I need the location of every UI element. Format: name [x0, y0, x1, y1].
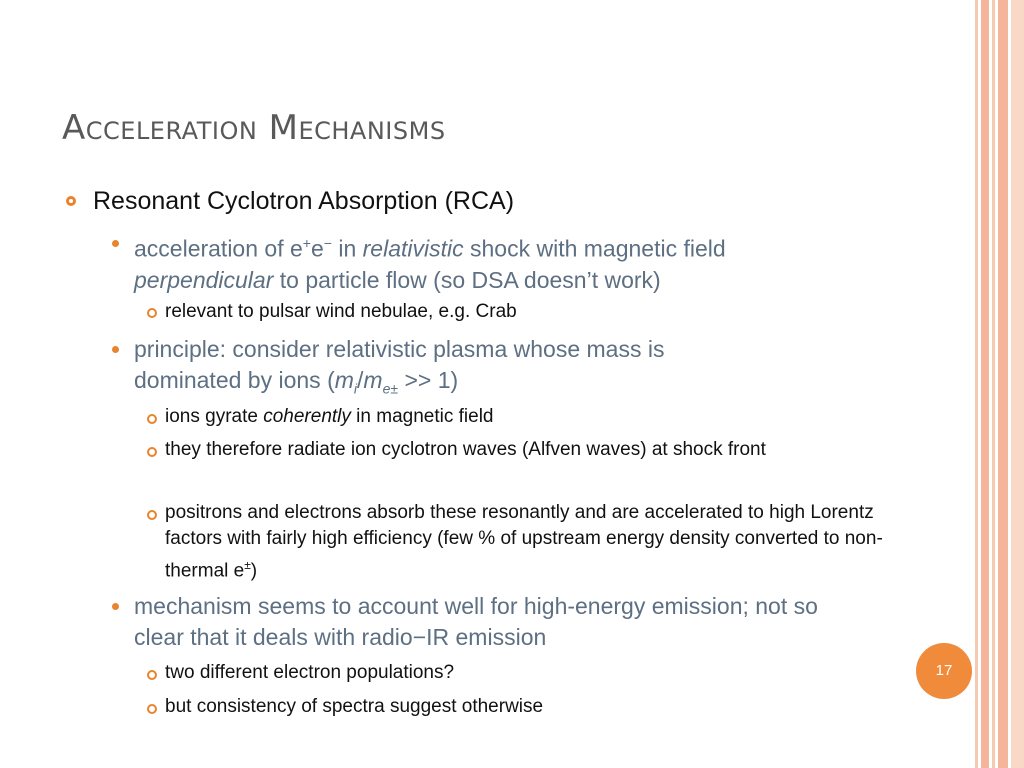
decor-stripe	[998, 0, 1008, 768]
ring-bullet-icon	[147, 308, 157, 318]
page-number-badge: 17	[916, 643, 972, 699]
dot-bullet-icon	[112, 603, 119, 610]
bullet-principle: principle: consider relativistic plasma whose mass is dominated by ions $(m_i/m_{e\pm} >> 1)$	[134, 336, 665, 397]
sub-bullet-positrons: positrons and electrons absorb these resonantly and are accelerated to high Lorentz factors with fairly high efficiency (few % of upstream energy density converted to non-thermal e±)	[165, 502, 883, 582]
ring-bullet-icon	[147, 510, 157, 520]
sub-bullet-ions: ions gyrate coherently in magnetic field	[165, 406, 494, 427]
decor-stripe	[992, 0, 995, 768]
ring-bullet-icon	[147, 704, 157, 714]
decor-stripe	[1011, 0, 1024, 768]
sub-bullet-pulsar: relevant to pulsar wind nebulae, e.g. Crab	[165, 301, 517, 322]
heading-bullet: Resonant Cyclotron Absorption (RCA)	[93, 187, 515, 215]
decor-stripe	[975, 0, 978, 768]
slide-title: Acceleration Mechanisms	[62, 108, 446, 148]
dot-bullet-icon	[112, 346, 119, 353]
ring-bullet-icon	[147, 670, 157, 680]
dot-bullet-icon	[112, 240, 119, 247]
ring-bullet-icon	[147, 414, 157, 424]
sub-bullet-radiate: they therefore radiate ion cyclotron waves (Alfven waves) at shock front	[165, 439, 766, 460]
ring-bullet-icon	[147, 447, 157, 457]
ring-bullet-icon	[66, 196, 76, 206]
bullet-acceleration: acceleration of e+e− in relativistic shock with magnetic field perpendicular to particle flow (so DSA doesn’t work)	[134, 235, 726, 293]
bullet-mechanism: mechanism seems to account well for high-energy emission; not so clear that it deals with radio−IR emission	[134, 593, 818, 650]
decor-stripe	[981, 0, 989, 768]
sub-bullet-populations: two different electron populations?	[165, 662, 455, 683]
sub-bullet-consistency: but consistency of spectra suggest otherwise	[165, 696, 544, 717]
